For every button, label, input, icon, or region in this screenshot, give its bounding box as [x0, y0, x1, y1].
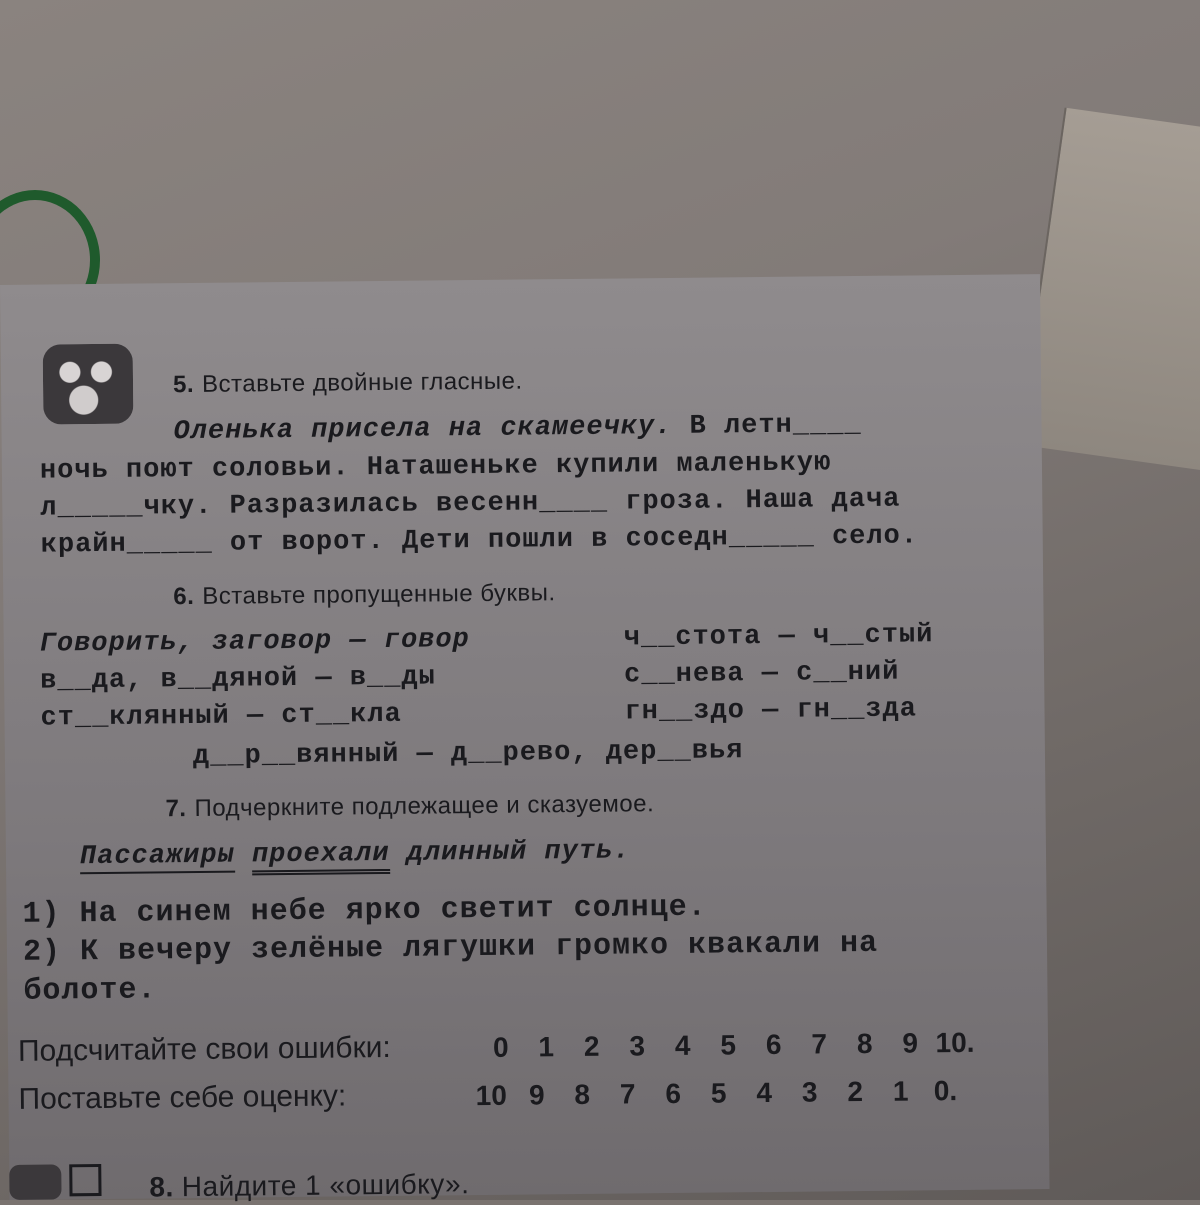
task7-number: 7. — [165, 795, 187, 823]
task5-line2: ночь поют соловьи. Наташеньке купили маленькую — [39, 448, 832, 487]
grade-option: 7 — [619, 1078, 636, 1110]
grade-option: 5 — [710, 1077, 727, 1109]
task7-sentence2-cont: болоте. — [23, 973, 157, 1009]
task7-example-rest: длинный путь. — [406, 836, 631, 869]
illustration-icon — [9, 1164, 61, 1200]
task5-number: 5. — [172, 370, 195, 399]
error-count-option: 8 — [856, 1027, 873, 1060]
grade-option: 6 — [665, 1077, 682, 1110]
error-count-option: 5 — [720, 1029, 737, 1061]
grades-row — [468, 1075, 967, 1112]
grade-option: 8 — [574, 1078, 591, 1111]
task7-example-predicate: проехали — [252, 839, 390, 875]
task5-line4: крайн_____ от ворот. Дети пошли в соседн_____ село. — [40, 521, 919, 561]
task6-left-3: ст__клянный — ст__кла — [40, 699, 402, 734]
task6-left-2: в__да, в__дяной — в__ды — [39, 662, 436, 697]
task7-sentence1: 1) На синем небе ярко светит солнце. — [22, 890, 707, 932]
task6-left-1: Говорить, заговор — говор — [39, 625, 470, 660]
task6-last-line: д__р__вянный — д__рево, дер__вья — [192, 736, 744, 773]
task8-number: 8. — [149, 1171, 174, 1203]
task5-line3: л_____чку. Разразилась весенн____ гроза. Наша дача — [40, 484, 901, 524]
count-errors-label: Подсчитайте свои ошибки: — [17, 1030, 391, 1068]
grade-option: 9 — [528, 1079, 545, 1111]
task8-icons — [9, 1164, 129, 1200]
task8-title: Найдите 1 «ошибку». — [181, 1168, 470, 1203]
checkbox-square-icon — [69, 1164, 101, 1196]
task5-header — [173, 368, 523, 400]
illustration-icon — [43, 344, 134, 425]
task6-header — [173, 579, 556, 611]
page-content — [0, 274, 1050, 1203]
errors-row — [478, 1027, 977, 1064]
task5-example: Оленька присела на скамеечку. — [173, 411, 673, 448]
task5-line1-cont: В летн____ — [672, 409, 862, 442]
grade-option: 3 — [801, 1076, 818, 1108]
workbook-page — [0, 274, 1050, 1203]
task5-line1 — [173, 410, 861, 447]
task7-sentence2: 2) К вечеру зелёные лягушки громко квакали на — [22, 926, 879, 970]
error-count-option: 0 — [492, 1031, 509, 1063]
error-count-option: 1 — [538, 1031, 555, 1063]
grade-option: 0. — [933, 1075, 958, 1107]
error-count-option: 10. — [935, 1026, 975, 1059]
error-count-option: 7 — [811, 1028, 828, 1060]
grade-option: 4 — [756, 1076, 773, 1109]
grade-option: 10 — [475, 1079, 508, 1112]
task8-header — [149, 1168, 469, 1203]
task6-number: 6. — [173, 582, 195, 611]
error-count-option: 9 — [902, 1027, 919, 1059]
task6-right-1: ч__стота — ч__стый — [623, 620, 934, 654]
grade-option: 2 — [847, 1076, 864, 1108]
task6-title: Вставьте пропущенные буквы. — [202, 579, 556, 610]
grade-option: 1 — [892, 1075, 909, 1107]
task7-header — [165, 790, 654, 823]
task7-example — [80, 836, 631, 872]
task7-title: Подчеркните подлежащее и сказуемое. — [194, 790, 655, 822]
task6-right-2: с__нева — с__ний — [623, 657, 900, 691]
task6-right-3: гн__здо — гн__зда — [624, 694, 918, 728]
task7-example-subject: Пассажиры — [79, 840, 235, 873]
error-count-option: 6 — [765, 1028, 782, 1061]
error-count-option: 3 — [629, 1030, 646, 1062]
error-count-option: 2 — [583, 1030, 600, 1062]
error-count-option: 4 — [674, 1029, 691, 1061]
task5-title: Вставьте двойные гласные. — [201, 367, 523, 398]
grade-label: Поставьте себе оценку: — [18, 1079, 347, 1116]
